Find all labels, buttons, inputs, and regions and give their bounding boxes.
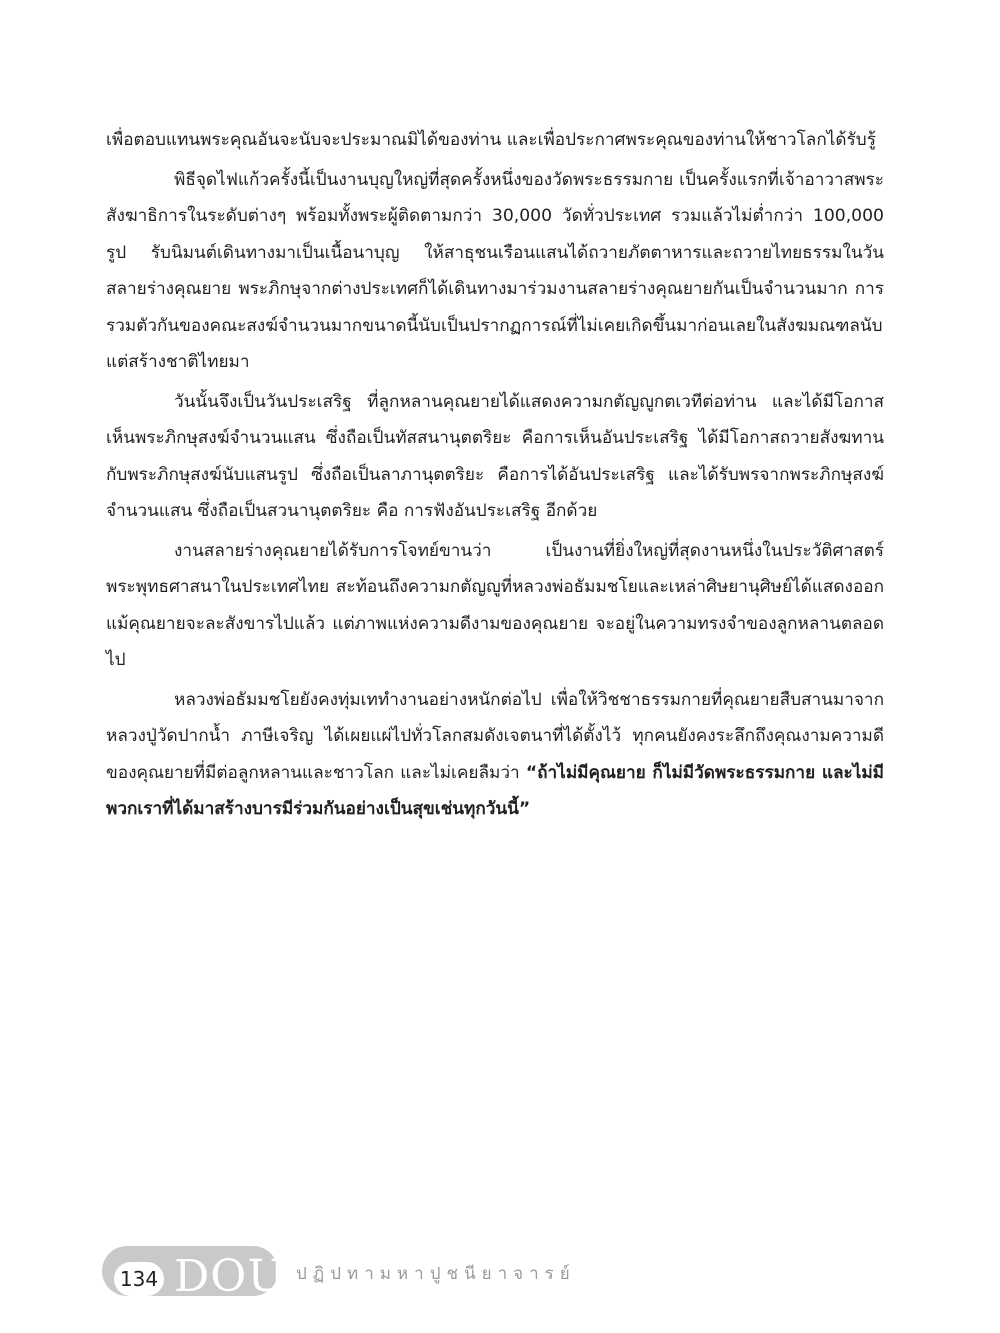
page-body	[106, 122, 884, 831]
paragraph-continuing-work	[106, 682, 884, 828]
bold-quote: “ถ้าไม่มีคุณยาย ก็ไม่มีวัดพระธรรมกาย และไม่มีพวกเราที่ได้มาสร้างบารมีร่วมกันอย่างเป็นสุขเช่นทุกวันนี้”	[106, 762, 885, 819]
page-footer	[98, 1240, 658, 1300]
footer-badge	[102, 1246, 286, 1302]
paragraph-continuing-work-text: หลวงพ่อธัมมชโยยังคงทุ่มเททำงานอย่างหนักต่อไป เพื่อให้วิชชาธรรมกายที่คุณยายสืบสานมาจากหลวงปู่วัดปากน้ำ ภาษีเจริญ ได้เผยแผ่ไปทั่วโลกสมดังเจตนาที่ได้ตั้งไว้ ทุกคนยังคงระลึกถึงคุณงามความดีของคุณยายที่มีต่อลูกหลานและชาวโลก และไม่เคยลืมว่า	[106, 689, 884, 783]
paragraph-ceremony: พิธีจุดไฟแก้วครั้งนี้เป็นงานบุญใหญ่ที่สุดครั้งหนึ่งของวัดพระธรรมกาย เป็นครั้งแรกที่เจ้าอาวาสพระสังฆาธิการในระดับต่างๆ พร้อมทั้งพระผู้ติดตามกว่า 30,000 วัดทั่วประเทศ รวมแล้วไม่ต่ำกว่า 100,000 รูป รับนิมนต์เดินทางมาเป็นเนื้อนาบุญ ให้สาธุชนเรือนแสนได้ถวายภัตตาหารและถวายไทยธรรมในวันสลายร่างคุณยาย พระภิกษุจากต่างประเทศก็ได้เดินทางมาร่วมงานสลายร่างคุณยายกันเป็นจำนวนมาก การรวมตัวกันของคณะสงฆ์จำนวนมากขนาดนี้นับเป็นปรากฏการณ์ที่ไม่เคยเกิดขึ้นมาก่อนเลยในสังฆมณฑลนับแต่สร้างชาติไทยมา	[106, 169, 884, 372]
dou-logo: DOU	[174, 1251, 286, 1302]
page-number: 134	[114, 1262, 164, 1296]
paragraph-auspicious-day: วันนั้นจึงเป็นวันประเสริฐ ที่ลูกหลานคุณยายได้แสดงความกตัญญูกตเวทีต่อท่าน และได้มีโอกาสเห็นพระภิกษุสงฆ์จำนวนแสน ซึ่งถือเป็นทัสสนานุตตริยะ คือการเห็นอันประเสริฐ ได้มีโอกาสถวายสังฆทานกับพระภิกษุสงฆ์นับแสนรูป ซึ่งถือเป็นลาภานุตตริยะ คือการได้อันประเสริฐ และได้รับพรจากพระภิกษุสงฆ์จำนวนแสน ซึ่งถือเป็นสวนานุตตริยะ คือ การฟังอันประเสริฐ อีกด้วย	[106, 391, 884, 521]
paragraph-continuation: เพื่อตอบแทนพระคุณอันจะนับจะประมาณมิได้ของท่าน และเพื่อประกาศพระคุณของท่านให้ชาวโลกได้รับรู้	[106, 130, 876, 150]
running-title: ปฏิปทามหาปูชนียาจารย์	[296, 1264, 576, 1284]
paragraph-historic-event: งานสลายร่างคุณยายได้รับการโจทย์ขานว่า เป็นงานที่ยิ่งใหญ่ที่สุดงานหนึ่งในประวัติศาสตร์พระพุทธศาสนาในประเทศไทย สะท้อนถึงความกตัญญูที่หลวงพ่อธัมมชโยและเหล่าศิษยานุศิษย์ได้แสดงออก แม้คุณยายจะละสังขารไปแล้ว แต่ภาพแห่งความดีงามของคุณยาย จะอยู่ในความทรงจำของลูกหลานตลอดไป	[106, 540, 884, 670]
